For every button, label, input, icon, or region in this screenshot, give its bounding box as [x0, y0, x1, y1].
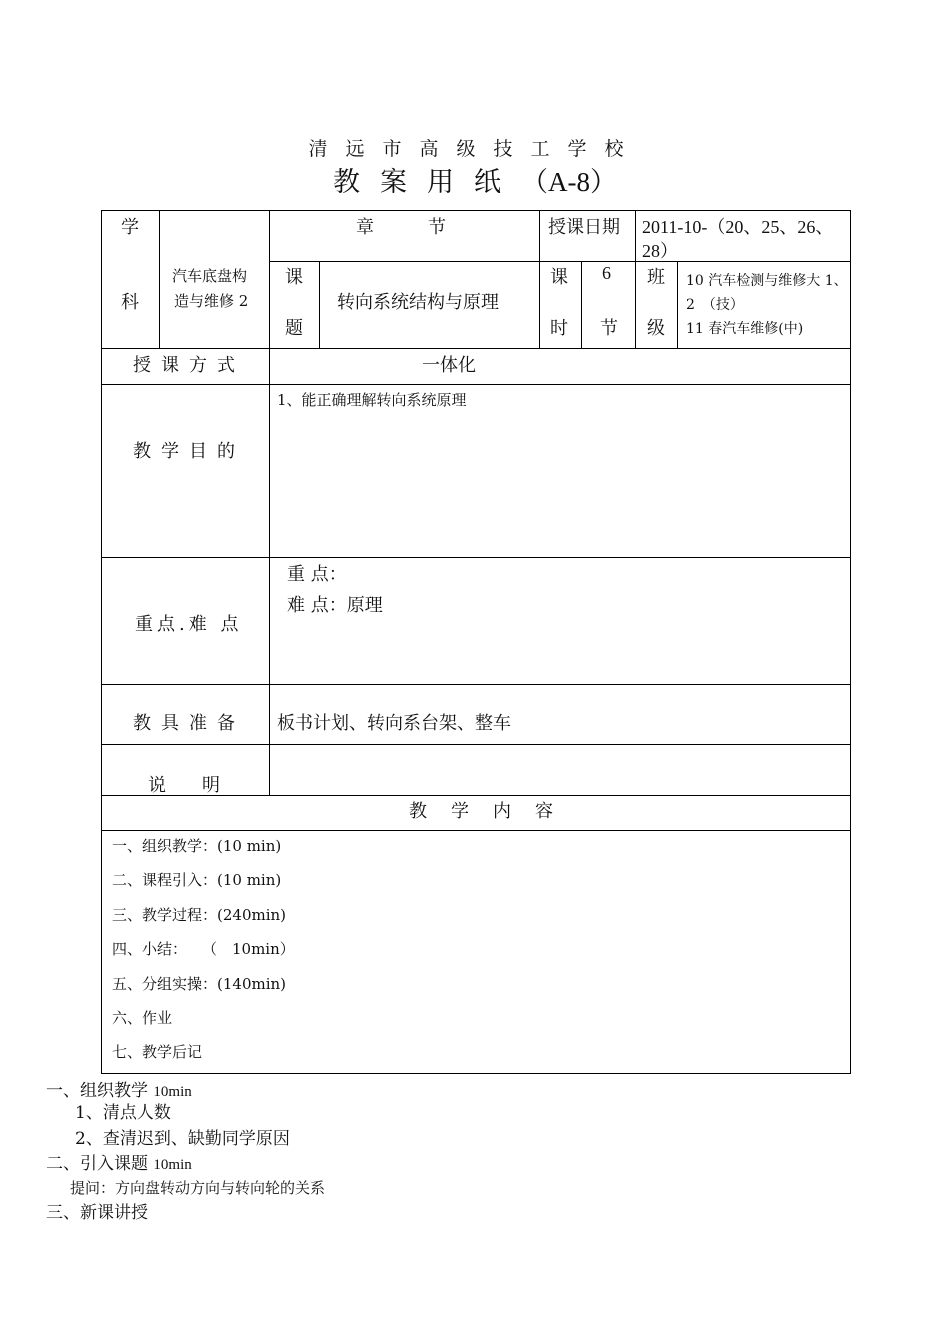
document-title: [0, 160, 950, 199]
section-2-title: 二、引入课题: [46, 1154, 148, 1174]
topic-value: 转向系统结构与原理: [337, 292, 499, 313]
date-value-line1: 2011-10-（20、25、26、: [642, 217, 834, 237]
key-points-label: 重点.难 点: [135, 614, 243, 635]
tools-label: 教具准备: [133, 713, 245, 734]
class-value-line1: 10 汽车检测与维修大 1、: [686, 273, 848, 289]
method-value: 一体化: [422, 355, 476, 376]
document-title-text: 教案用纸: [333, 167, 521, 198]
topic-label-bottom: 题: [285, 318, 303, 339]
section-1-time: 10min: [153, 1084, 192, 1100]
content-item: 二、课程引入：(10 min): [112, 871, 282, 889]
method-label: 授课方式: [133, 355, 245, 376]
content-item: 七、教学后记: [112, 1043, 203, 1061]
topic-label-top: 课: [285, 267, 303, 288]
date-label: 授课日期: [548, 217, 620, 238]
content-header: 教学内容: [409, 801, 577, 822]
key-point: 重 点：: [287, 564, 347, 585]
hours-label-bottom: 时: [550, 318, 568, 339]
subject-label-top: 学: [121, 217, 139, 238]
class-label-top: 班: [647, 267, 665, 288]
content-item: 一、组织教学：(10 min): [112, 837, 282, 855]
subject-value-line2: 造与维修 2: [174, 292, 249, 310]
hours-label-top: 课: [550, 267, 568, 288]
notes-label: 说 明: [148, 775, 220, 796]
section-1-item-1: 1、清点人数: [75, 1103, 171, 1123]
hours-value: 6: [602, 263, 611, 283]
objective-label: 教学目的: [133, 441, 245, 462]
hours-unit: 节: [600, 318, 618, 339]
objective-value: 1、能正确理解转向系统原理: [277, 391, 467, 409]
content-item: 六、作业: [112, 1009, 173, 1027]
class-value-line2: 2 （技）: [686, 297, 744, 313]
subject-label-bottom: 科: [121, 292, 139, 313]
document-code: （A-8）: [521, 167, 617, 197]
section-2-time: 10min: [153, 1157, 192, 1173]
date-value-line2: 28）: [642, 241, 678, 261]
section-2-question: 提问：方向盘转动方向与转向轮的关系: [70, 1179, 326, 1197]
section-1-item-2: 2、查清迟到、缺勤同学原因: [75, 1129, 290, 1149]
content-item: 三、教学过程：(240min): [112, 906, 287, 924]
content-item: 五、分组实操：(140min): [112, 975, 287, 993]
chapter-label: 章 节: [356, 217, 446, 238]
difficult-point: 难 点：原理: [287, 595, 383, 616]
section-2-heading: [46, 1149, 192, 1174]
class-value-line3: 11 春汽车维修(中): [686, 321, 804, 337]
tools-value: 板书计划、转向系台架、整车: [277, 713, 511, 734]
class-label-bottom: 级: [647, 318, 665, 339]
school-name: 清远市高级技工学校: [308, 138, 642, 160]
content-item: 四、小结： （ 10min）: [112, 940, 295, 958]
subject-value-line1: 汽车底盘构: [172, 267, 248, 285]
section-1-title: 一、组织教学: [46, 1081, 148, 1101]
section-3-heading: 三、新课讲授: [46, 1203, 148, 1223]
